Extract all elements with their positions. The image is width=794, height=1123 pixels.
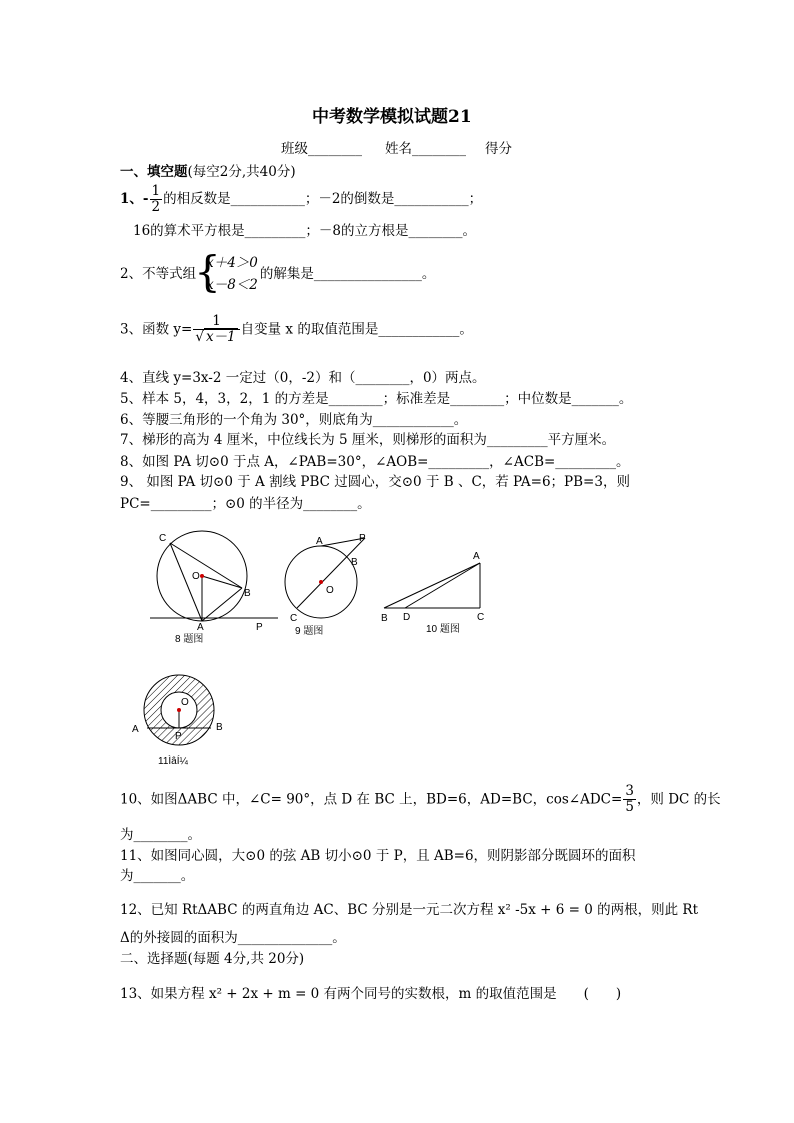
label-a: A — [316, 536, 323, 547]
label-c: C — [159, 533, 167, 544]
question-6: 6、等腰三角形的一个角为 30°，则底角为____________。 — [120, 412, 468, 428]
label-d: D — [403, 612, 411, 623]
figure-8-caption: 8 题图 — [175, 634, 204, 645]
fraction-numerator: 3 — [625, 783, 634, 799]
segment-ad — [405, 563, 480, 608]
fraction-one-half — [150, 184, 163, 215]
question-11-line-1: 11、如图同心圆，大⊙0 的弦 AB 切小⊙0 于 P，且 AB=6，则阴影部分既圆环的面积 — [120, 848, 636, 864]
fraction-denominator: 2 — [151, 199, 161, 215]
question-3-prefix: 3、函数 y= — [120, 321, 193, 338]
figure-10 — [378, 548, 496, 640]
question-2-suffix: 的解集是________________。 — [259, 266, 436, 282]
question-1-line-1 — [120, 184, 482, 215]
segment-ob — [202, 576, 242, 588]
label-c: C — [477, 612, 485, 623]
label-a: A — [197, 622, 204, 633]
question-3-suffix: 自变量 x 的取值范围是____________。 — [240, 321, 473, 338]
label-p: P — [175, 731, 182, 742]
question-1-number: 1、- — [120, 191, 149, 207]
center-dot — [177, 708, 181, 712]
label-o: O — [326, 585, 334, 596]
question-11-line-2: 为_______。 — [120, 868, 195, 884]
section-1-heading — [120, 163, 296, 181]
fraction-denominator: 5 — [625, 799, 634, 815]
brace-icon: { — [194, 247, 221, 296]
figure-10-caption: 10 题图 — [426, 624, 460, 635]
inequality-row-2: x－8＜2 — [206, 277, 258, 293]
label-o: O — [192, 571, 200, 582]
center-dot — [200, 574, 204, 578]
fraction-numerator: 1 — [193, 314, 239, 330]
inequality-system — [194, 247, 258, 296]
segment-ca — [170, 543, 202, 621]
segment-cb — [170, 543, 242, 588]
question-9-line-2: PC=_________；⊙0 的半径为________。 — [120, 496, 371, 512]
fraction-denominator: √ x－1 — [195, 329, 236, 345]
figure-11-caption: 11ÌâÍ¼ — [158, 756, 188, 767]
score-field: 得分 — [485, 141, 512, 157]
question-10-suffix: ，则 DC 的长 — [636, 791, 721, 808]
function-fraction — [193, 314, 239, 345]
label-b: B — [351, 557, 358, 568]
fraction-numerator: 1 — [151, 183, 161, 199]
page-title: 中考数学模拟试题21 — [312, 107, 472, 127]
question-7: 7、梯形的高为 4 厘米，中位线长为 5 厘米，则梯形的面积为_________平方厘米。 — [120, 432, 616, 448]
question-3 — [120, 314, 473, 345]
section-1-title: 一、填空题 — [120, 164, 188, 180]
question-8: 8、如图 PA 切⊙0 于点 A，∠PAB=30°，∠AOB=_________，∠ACB=_________。 — [120, 454, 630, 470]
question-1-text: 的相反数是___________；－2的倒数是___________； — [163, 191, 483, 207]
question-10-line-2: 为________。 — [120, 827, 201, 843]
label-p: P — [256, 622, 263, 633]
figure-8 — [150, 528, 285, 646]
question-10-prefix: 10、如图ΔABC 中，∠C= 90°，点 D 在 BC 上，BD=6，AD=BC，cos∠ADC= — [120, 791, 623, 808]
figure-9-caption: 9 题图 — [295, 626, 324, 637]
inequality-row-1: x＋4＞0 — [206, 255, 258, 271]
figure-11 — [128, 668, 232, 770]
name-field: 姓名________ — [385, 141, 466, 157]
label-o: O — [181, 697, 189, 708]
section-1-note: (每空2分,共40分) — [187, 164, 296, 180]
question-13: 13、如果方程 x² + 2x + m = 0 有两个同号的实数根，m 的取值范围是 ( ) — [120, 986, 622, 1002]
label-b: B — [244, 588, 251, 599]
sqrt-radicand: x－1 — [205, 329, 236, 345]
section-2-heading: 二、选择题(每题 4分,共 20分) — [120, 951, 305, 967]
question-9-line-1: 9、 如图 PA 切⊙0 于 A 割线 PBC 过圆心，交⊙0 于 B 、C，若 PA=6；PB=3，则 — [120, 474, 630, 490]
figure-9 — [283, 530, 373, 642]
label-b: B — [216, 722, 223, 733]
label-a: A — [473, 551, 480, 562]
question-10-line-1 — [120, 784, 721, 815]
question-5: 5、样本 5，4，3，2，1 的方差是________；标准差是________；中位数是_______。 — [120, 391, 633, 407]
fraction-three-fifths — [623, 784, 636, 815]
label-a: A — [132, 724, 139, 735]
question-2-prefix: 2、不等式组 — [120, 266, 197, 282]
question-12-line-2: Δ的外接圆的面积为______________。 — [120, 930, 346, 946]
question-2 — [120, 247, 436, 296]
label-c: C — [290, 613, 298, 624]
label-b: B — [381, 613, 388, 624]
label-p: P — [359, 533, 366, 544]
segment-ab — [384, 563, 480, 608]
center-dot — [319, 580, 323, 584]
question-12-line-1: 12、已知 RtΔABC 的两直角边 AC、BC 分别是一元二次方程 x² -5x + 6 = 0 的两根，则此 Rt — [120, 902, 699, 918]
question-1-line-2: 16的算术平方根是_________；－8的立方根是________。 — [133, 223, 477, 239]
question-4: 4、直线 y=3x-2 一定过（0，-2）和（________，0）两点。 — [120, 370, 486, 386]
class-field: 班级________ — [281, 141, 362, 157]
